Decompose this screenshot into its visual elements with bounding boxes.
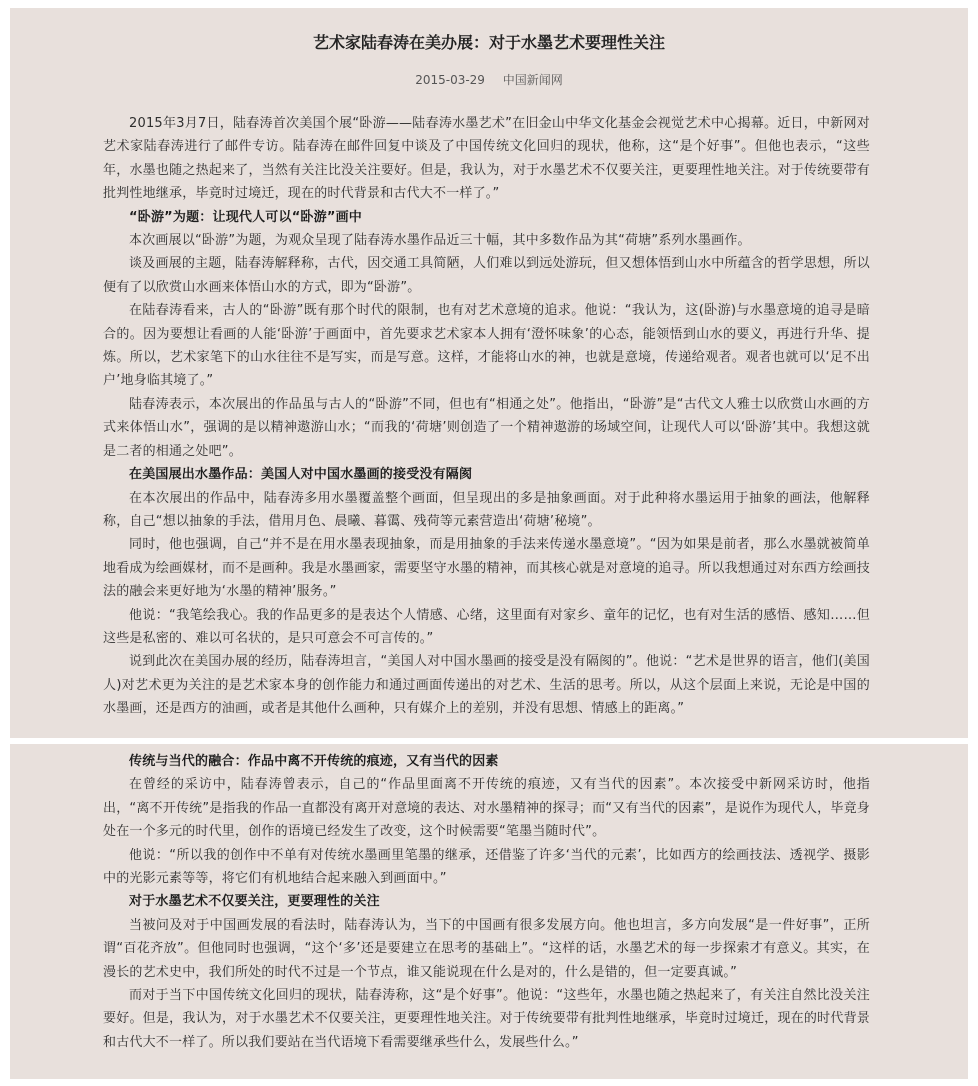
article-title: 艺术家陆春涛在美办展：对于水墨艺术要理性关注 bbox=[312, 33, 665, 52]
paragraph: 本次画展以“卧游”为题，为观众呈现了陆春涛水墨作品近三十幅，其中多数作品为其“荷塘”系列水墨画作。 bbox=[129, 233, 751, 249]
paragraph: 当被问及对于中国画发展的看法时，陆春涛认为，当下的中国画有很多发展方向。他也坦言，多方向发展“是一件好事”，正所谓“百花齐放”。但他同时也强调，“这个‘多’还是要建立在思考的基础上”。“这样的话，水墨艺术的每一步探索才有意义。其实，在漫长的艺术史中，我们所处的时代不过是一个节点，谁又能说现在什么是对的，什么是错的，但一定要真诚。” bbox=[103, 917, 870, 980]
paragraph: 2015年3月7日，陆春涛首次美国个展“卧游——陆春涛水墨艺术”在旧金山中华文化基金会视觉艺术中心揭幕。近日，中新网对艺术家陆春涛进行了邮件专访。陆春涛在邮件回复中谈及了中国传统文化回归的现状，他称，这“是个好事”。但他也表示，“这些年，水墨也随之热起来了，当然有关注比没关注要好。但是，我认为，对于水墨艺术不仅要关注，更要理性地关注。对于传统要带有批判性地继承，毕竟时过境迁，现在的时代背景和古代大不一样了。” bbox=[103, 116, 870, 202]
paragraph: 谈及画展的主题，陆春涛解释称，古代，因交通工具简陋，人们难以到远处游玩，但又想体悟到山水中所蕴含的哲学思想，所以便有了以欣赏山水画来体悟山水的方式，即为“卧游”。 bbox=[103, 256, 870, 295]
section-heading: 在美国展出水墨作品：美国人对中国水墨画的接受没有隔阂 bbox=[129, 467, 473, 483]
paragraph: 他说：“我笔绘我心。我的作品更多的是表达个人情感、心绪，这里面有对家乡、童年的记忆，也有对生活的感悟、感知……但这些是私密的、难以可名状的，是只可意会不可言传的。” bbox=[103, 607, 870, 646]
article-date: 2015-03-29 bbox=[415, 73, 485, 87]
article-panel-top bbox=[10, 8, 968, 738]
paragraph: 同时，他也强调，自己“并不是在用水墨表现抽象，而是用抽象的手法来传递水墨意境”。“因为如果是前者，那么水墨就被简单地看成为绘画媒材，而不是画种。我是水墨画家，需要坚守水墨的精神，而其核心就是对意境的追寻。所以我想通过对东西方绘画技法的融会来更好地为‘水墨的精神’服务。” bbox=[103, 537, 870, 600]
article-body-part1 bbox=[103, 112, 870, 721]
paragraph: 说到此次在美国办展的经历，陆春涛坦言，“美国人对中国水墨画的接受是没有隔阂的”。他说：“艺术是世界的语言，他们(美国人)对艺术更为关注的是艺术家本身的创作能力和通过画面传递出的对艺术、生活的思考。所以，从这个层面上来说，无论是中国的水墨画，还是西方的油画，或者是其他什么画种，只有媒介上的差别，并没有思想、情感上的距离。” bbox=[103, 654, 870, 717]
article-source: 中国新闻网 bbox=[502, 73, 563, 87]
article-panel-bottom bbox=[10, 744, 968, 1079]
article-meta bbox=[10, 71, 968, 88]
paragraph: 在本次展出的作品中，陆春涛多用水墨覆盖整个画面，但呈现出的多是抽象画面。对于此种将水墨运用于抽象的画法，他解释称，自己“想以抽象的手法，借用月色、晨曦、暮霭、残荷等元素营造出‘荷塘’秘境”。 bbox=[103, 490, 870, 529]
paragraph: 在陆春涛看来，古人的“卧游”既有那个时代的限制，也有对艺术意境的追求。他说：“我认为，这(卧游)与水墨意境的追寻是暗合的。因为要想让看画的人能‘卧游’于画面中，首先要求艺术家本人拥有‘澄怀味象’的心态，能领悟到山水的要义，再进行升华、提炼。所以，艺术家笔下的山水往往不是写实，而是写意。这样，才能将山水的神，也就是意境，传递给观者。观者也就可以‘足不出户’地身临其境了。” bbox=[103, 303, 870, 389]
paragraph: 陆春涛表示，本次展出的作品虽与古人的“卧游”不同，但也有“相通之处”。他指出，“卧游”是“古代文人雅士以欣赏山水画的方式来体悟山水”，强调的是以精神遨游山水；“而我的‘荷塘’则创造了一个精神遨游的场域空间，让现代人可以‘卧游’其中。我想这就是二者的相通之处吧”。 bbox=[103, 396, 870, 459]
section-heading: “卧游”为题：让现代人可以“卧游”画中 bbox=[129, 209, 362, 225]
section-heading: 传统与当代的融合：作品中离不开传统的痕迹，又有当代的因素 bbox=[129, 754, 499, 769]
section-heading: 对于水墨艺术不仅要关注，更要理性的关注 bbox=[129, 894, 380, 910]
paragraph: 而对于当下中国传统文化回归的现状，陆春涛称，这“是个好事”。他说：“这些年，水墨也随之热起来了，有关注自然比没关注要好。但是，我认为，对于水墨艺术不仅要关注，更要理性地关注。对于传统要带有批判性地继承，毕竟时过境迁，现在的时代背景和古代大不一样了。所以我们要站在当代语境下看需要继承些什么，发展些什么。” bbox=[103, 988, 870, 1050]
paragraph: 他说：“所以我的创作中不单有对传统水墨画里笔墨的继承，还借鉴了许多‘当代的元素’，比如西方的绘画技法、透视学、摄影中的光影元素等等，将它们有机地结合起来融入到画面中。” bbox=[103, 847, 870, 887]
paragraph: 在曾经的采访中，陆春涛曾表示，自己的“作品里面离不开传统的痕迹，又有当代的因素”。本次接受中新网采访时，他指出，“离不开传统”是指我的作品一直都没有离开对意境的表达、对水墨精神的探寻；而“又有当代的因素”，是说作为现代人，毕竟身处在一个多元的时代里，创作的语境已经发生了改变，这个时候需要“笔墨当随时代”。 bbox=[103, 777, 870, 840]
article-body-part2 bbox=[103, 750, 870, 1054]
